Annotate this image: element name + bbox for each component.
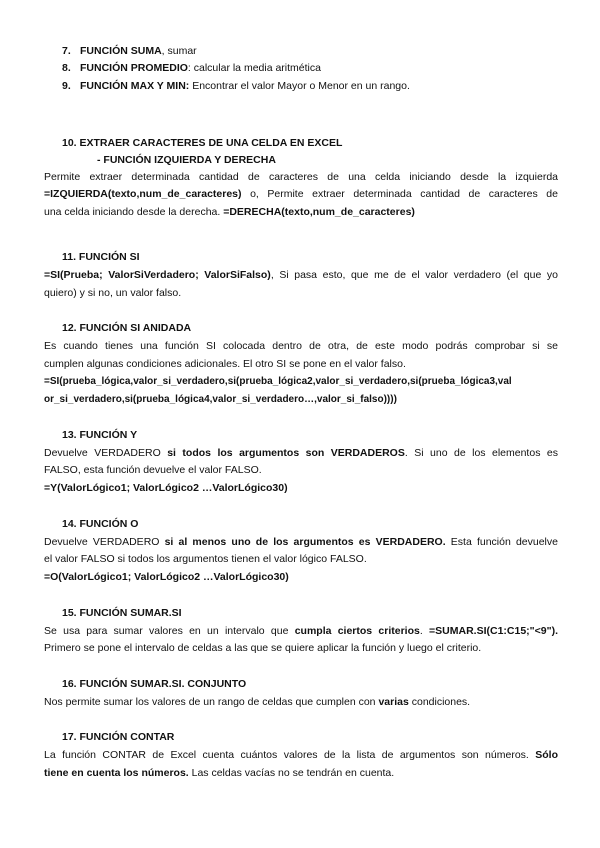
bold-segment: cumpla ciertos criterios — [294, 625, 420, 637]
bold-segment: si al menos uno de los argumentos es VERDADERO. — [164, 536, 446, 548]
section-12-formula-line-1: =SI(prueba_lógica,valor_si_verdadero,si(prueba_lógica2,valor_si_verdadero,si(prueba_lógica3,val — [44, 376, 512, 387]
section-14-formula: =O(ValorLógico1; ValorLógico2 …ValorLógico30) — [44, 571, 289, 583]
bold-segment: tiene en cuenta los números. — [44, 767, 189, 779]
text-segment: Devuelve VERDADERO — [44, 447, 168, 459]
list-item-title: FUNCIÓN SUMA — [80, 45, 162, 57]
list-number: 9. — [62, 80, 71, 92]
text-segment: Esta función devuelve — [445, 536, 558, 548]
text-segment: Las celdas vacías no se tendrán en cuenta. — [188, 767, 395, 779]
section-11-text-line-2: quiero) y si no, un valor falso. — [44, 287, 182, 299]
section-16-text-line-1 — [44, 695, 558, 709]
text-segment: Devuelve VERDADERO — [44, 536, 165, 548]
text-segment: condiciones. — [408, 696, 471, 708]
section-10-heading: 10. EXTRAER CARACTERES DE UNA CELDA EN EXCEL — [62, 137, 343, 149]
section-12-formula-line-2: or_si_verdadero,si(prueba_lógica4,valor_si_verdadero…,valor_si_falso)))) — [44, 394, 397, 405]
text-segment: Nos permite sumar los valores de un rango de celdas que cumplen con — [44, 696, 379, 708]
section-13-text-line-1 — [44, 446, 558, 460]
list-item-text: : calcular la media aritmética — [187, 62, 321, 74]
section-17-text-line-1 — [44, 748, 558, 762]
section-14-heading: 14. FUNCIÓN O — [62, 518, 139, 530]
section-12-text-line-1: Es cuando tienes una función SI colocada dentro de otra, de este modo podrás comprobar si se — [44, 340, 558, 352]
list-item-suma — [62, 44, 197, 58]
section-16-heading: 16. FUNCIÓN SUMAR.SI. CONJUNTO — [62, 678, 247, 690]
text-segment: o, Permite extraer determinada cantidad de caracteres de — [241, 188, 558, 200]
section-10-text-line-3 — [44, 205, 558, 219]
section-12-text-line-2: cumplen algunas condiciones adicionales. El otro SI se pone en el valor falso. — [44, 358, 406, 370]
bold-segment: Sólo — [535, 749, 558, 761]
formula-sumar-si: =SUMAR.SI(C1:C15;"<9"). — [429, 625, 558, 637]
section-11-heading: 11. FUNCIÓN SI — [62, 251, 140, 263]
section-12-heading: 12. FUNCIÓN SI ANIDADA — [62, 322, 192, 334]
section-14-text-line-1 — [44, 535, 558, 549]
list-item-max-min — [62, 79, 410, 93]
list-item-title: FUNCIÓN MAX Y MIN: — [80, 80, 190, 92]
bold-segment: si todos los argumentos son VERDADEROS — [167, 447, 405, 459]
section-10-text-line-1: Permite extraer determinada cantidad de caracteres de una celda iniciando desde la izquierda — [44, 171, 558, 183]
formula-derecha: =DERECHA(texto,num_de_caracteres) — [223, 206, 415, 218]
section-15-text-line-2: Primero se pone el intervalo de celdas a las que se quiere aplicar la función y luego el criterio. — [44, 642, 482, 654]
section-14-text-line-2: el valor FALSO si todos los argumentos tienen el valor lógico FALSO. — [44, 553, 367, 565]
formula-si: =SI(Prueba; ValorSiVerdadero; ValorSiFalso) — [44, 269, 271, 281]
section-13-text-line-2: FALSO, esta función devuelve el valor FALSO. — [44, 464, 262, 476]
section-10-subheading: - FUNCIÓN IZQUIERDA Y DERECHA — [97, 154, 276, 166]
section-15-heading: 15. FUNCIÓN SUMAR.SI — [62, 607, 182, 619]
section-11-text-line-1 — [44, 268, 558, 282]
section-13-formula: =Y(ValorLógico1; ValorLógico2 …ValorLógico30) — [44, 482, 288, 494]
list-item-text: Encontrar el valor Mayor o Menor en un rango. — [189, 80, 410, 92]
bold-segment: varias — [378, 696, 409, 708]
text-segment: una celda iniciando desde la derecha. — [44, 206, 224, 218]
section-17-heading: 17. FUNCIÓN CONTAR — [62, 731, 175, 743]
list-item-title: FUNCIÓN PROMEDIO — [80, 62, 188, 74]
list-number: 7. — [62, 45, 71, 57]
text-segment: Se usa para sumar valores en un intervalo que — [44, 625, 295, 637]
text-segment: . — [419, 625, 430, 637]
list-item-text: , sumar — [161, 45, 197, 57]
formula-izquierda: =IZQUIERDA(texto,num_de_caracteres) — [44, 188, 242, 200]
section-13-heading: 13. FUNCIÓN Y — [62, 429, 138, 441]
section-17-text-line-2 — [44, 766, 558, 780]
section-15-text-line-1 — [44, 624, 558, 638]
text-segment: , Si pasa esto, que me de el valor verdadero (el que yo — [270, 269, 558, 281]
list-item-promedio — [62, 61, 321, 75]
text-segment: La función CONTAR de Excel cuenta cuántos valores de la lista de argumentos son números. — [44, 749, 536, 761]
section-10-text-line-2 — [44, 187, 558, 201]
text-segment: . Si uno de los elementos es — [404, 447, 558, 459]
list-number: 8. — [62, 62, 71, 74]
